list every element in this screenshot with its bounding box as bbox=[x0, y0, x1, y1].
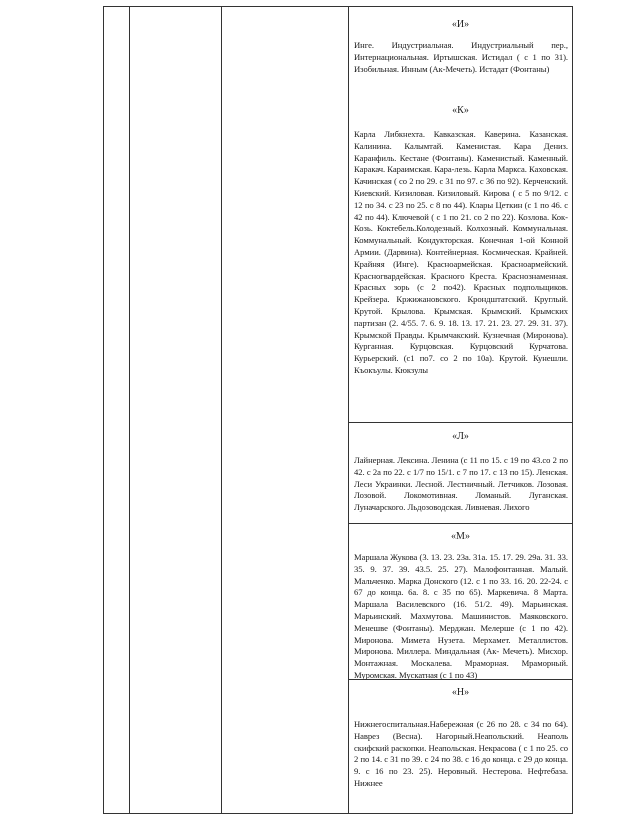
section-text-i: Инге. Индустриальная. Индустриальный пер., Интернациональная. Иртышская. Истидал ( с 1 по 31). Изобильная. Инным (Ак-Мечеть). Истадат (Фонтаны) bbox=[354, 40, 568, 74]
street-table bbox=[103, 6, 573, 814]
row-divider bbox=[349, 679, 572, 680]
section-letter-i: «И» bbox=[451, 19, 470, 30]
section-letter-l: «Л» bbox=[452, 431, 469, 442]
row-divider bbox=[349, 422, 572, 423]
section-letter-n: «Н» bbox=[451, 687, 470, 698]
section-text-n: Нижнегоспитальная.Набережная (с 26 по 28. с 34 по 64). Наврез (Весна). Нагорный.Неапольский. Неаполь скифский раскопки. Неапольская. Некрасова ( с 1 по 25. со 2 по 14. с 31 по 39. с 24 по 38. с 16 до конца. с 29 до конца. 9. с 16 по 23. 25). Неровный. Нестерова. Нефтебаза. Нижнее bbox=[354, 719, 568, 788]
row-divider bbox=[349, 523, 572, 524]
section-text-l: Лайнерная. Лексина. Ленина (с 11 по 15. с 19 по 43.со 2 по 42. с 2а по 22. с 1/7 по 15/1. с 7 по 17. с 13 по 15). Ленская. Леси Украинки. Лесной. Лестничный. Летчиков. Лозовая. Лозовой. Локомотивная. Ломаный. Луганская. Луначарского. Льдозоводская. Ливневая. Лихого bbox=[354, 455, 568, 513]
section-text-k: Карла Либкнехта. Кавказская. Каверина. Казанская. Калинина. Калымтай. Каменистая. Кара Дениз. Каранфиль. Кестане (Фонтаны). Каменистый. Каменный. Каракач. Караимская. Кара-лезь. Карла Маркса. Каховская. Качинская ( со 2 по 29. с 31 по 97. с 36 по 92). Керченский. Киевский. Кизиловая. Кизиловый. Кирова ( с 5 по 9/12. с 12 по 34. с 23 по 25. с 8 по 44). Клары Цеткин (с 1 по 46. с 42 по 44). Ключевой ( с 1 по 21. со 2 по 22). Козлова. Кок-Козь. Коктебель.Колодезный. Колхозный. Коммунальная. Коммунальный. Кондукторская. Конечная 1-ой Конной Армии. (Дарвина). Контейнерная. Космическая. Крайней. Крайняя (Инге). Красноармейская. Красноармейский. Красногвардейская. Красного Креста. Краснознаменная. Красных зорь (с 2 по42). Красных подпольщиков. Крейзера. Кржижановского. Крондштатский. Круглый. Крутой. Крылова. Крымская. Крымский. Крымских партизан (2. 4/55. 7. 6. 9. 18. 13. 17. 21. 23. 27. 29. 31. 37). Крымской Правды. Крымчакский. Кузнечная (Миронова). Курганная. Курцовская. Курцовский Курчатова. Курьерский. (с1 по7. со 2 по 10а). Крутой. Кунешли. Къокъулы. Кюкзулы bbox=[354, 129, 568, 375]
section-text-m: Маршала Жукова (3. 13. 23. 23а. 31а. 15. 17. 29. 29а. 31. 33. 35. 9. 37. 39. 43.5. 25. 27). Малофонтанная. Малый. Мальченко. Марка Донского (12. с 1 по 33. 16. 20. 22-24. с 67 до конца. 6а. 8. с 35 по 65). Маркевича. 8 Марта. Маршала Василевского (16. 51/2. 49). Марьинская. Марьинский. Махмутова. Машинистов. Маяковского. Менешве (Фонтаны). Мерджан. Мелерше (с 1 по 42). Миронова. Мимета Нузета. Мерхамет. Металлистов. Миронова. Миллера. Миндальная (Ак- Мечеть). Мисхор. Монтажная. Москалева. Мраморная. Мраморный. Муромская. Мускатная (с 1 по 43) bbox=[354, 552, 568, 680]
streets-column bbox=[349, 7, 572, 813]
column-divider bbox=[221, 7, 222, 813]
column-divider bbox=[129, 7, 130, 813]
section-letter-k: «К» bbox=[452, 105, 469, 116]
section-letter-m: «М» bbox=[451, 531, 470, 542]
